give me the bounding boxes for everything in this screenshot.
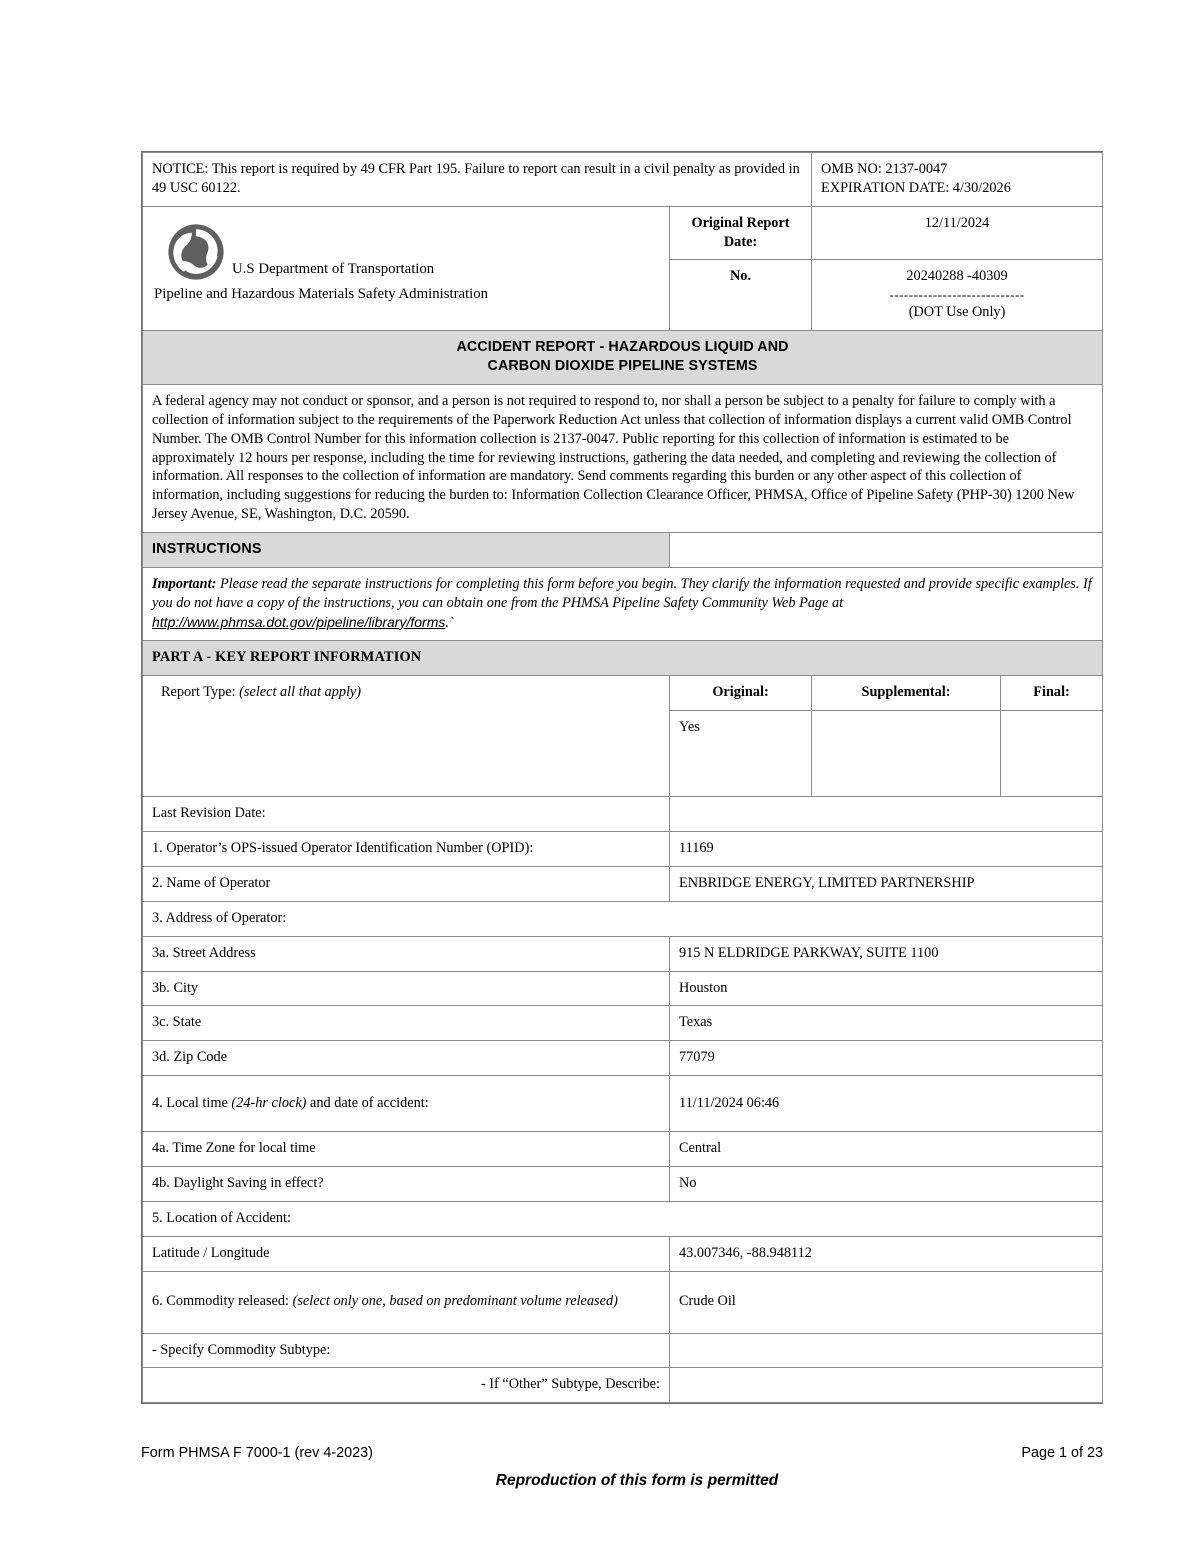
- omb-number: OMB NO: 2137-0047: [821, 161, 948, 177]
- paperwork-reduction-text: A federal agency may not conduct or sponsor, and a person is not required to respond to, nor shall a person be subject to a penalty for failure to comply with a collection of information subject to the requirements of the Paperwork Reduction Act unless that collection of information displays a current valid OMB Control Number. The OMB Control Number for this information collection is 2137-0047. Public reporting for this collection of information is estimated to be approximately 12 hours per response, including the time for reviewing instructions, gathering the data needed, and completing and reviewing the collection of information. All responses to the collection of information are mandatory. Send comments regarding this burden or any other aspect of this collection of information, including suggestions for reducing the burden to: Information Collection Clearance Officer, PHMSA, Office of Pipeline Safety (PHP-30) 1200 New Jersey Avenue, SE, Washington, D.C. 20590.: [143, 385, 1103, 533]
- row-label-commodity-subtype: - Specify Commodity Subtype:: [143, 1333, 670, 1368]
- table-row: [143, 1368, 1103, 1403]
- form-grid: [142, 152, 1103, 1403]
- dot-use-only-note: (DOT Use Only): [908, 304, 1006, 321]
- row-label-latitude-longitude: Latitude / Longitude: [143, 1236, 670, 1271]
- table-row: [143, 1271, 1103, 1333]
- table-row: [143, 1006, 1103, 1041]
- form-title: [143, 331, 1103, 385]
- report-type-label-wrap: [152, 683, 660, 702]
- instructions-header-label: INSTRUCTIONS: [143, 533, 670, 568]
- row-label-local-time-date-text: 4. Local time (24-hr clock) and date of accident:: [152, 1094, 429, 1111]
- row-value-last-revision-date[interactable]: [670, 797, 1103, 832]
- row-label-time-zone: 4a. Time Zone for local time: [143, 1132, 670, 1167]
- page-footer: [141, 1445, 1103, 1490]
- row-value-local-time-date[interactable]: 11/11/2024 06:46: [670, 1076, 1103, 1132]
- row-value-operator-name[interactable]: ENBRIDGE ENERGY, LIMITED PARTNERSHIP: [670, 866, 1103, 901]
- row-label-street-address: 3a. Street Address: [143, 936, 670, 971]
- omb-block: [812, 153, 1103, 207]
- report-number-label: No.: [670, 260, 812, 331]
- agency-name-line2: Pipeline and Hazardous Materials Safety Administration: [154, 285, 489, 302]
- row-value-commodity-released[interactable]: Crude Oil: [670, 1271, 1103, 1333]
- row-value-other-subtype-describe[interactable]: [670, 1368, 1103, 1403]
- table-row: [143, 1333, 1103, 1368]
- table-row: [143, 866, 1103, 901]
- table-row: [143, 936, 1103, 971]
- original-report-date-label: Original Report Date:: [670, 206, 812, 260]
- report-type-label: Report Type:: [161, 684, 236, 701]
- row-label-operator-address: 3. Address of Operator:: [143, 901, 1103, 936]
- dashed-separator: ----------------------------: [889, 287, 1025, 303]
- form-title-line1: ACCIDENT REPORT - HAZARDOUS LIQUID AND: [456, 339, 789, 356]
- form-title-line2: CARBON DIOXIDE PIPELINE SYSTEMS: [487, 358, 758, 375]
- row-value-street-address[interactable]: 915 N ELDRIDGE PARKWAY, SUITE 1100: [670, 936, 1103, 971]
- row-value-latitude-longitude[interactable]: 43.007346, -88.948112: [670, 1236, 1103, 1271]
- dot-logo-group: [152, 222, 660, 282]
- table-row: [143, 1166, 1103, 1201]
- part-a-band-row: [143, 641, 1103, 676]
- instructions-header-row: [143, 533, 1103, 568]
- instructions-body: [143, 567, 1103, 641]
- row-value-state[interactable]: Texas: [670, 1006, 1103, 1041]
- instructions-header-blank: [670, 533, 1103, 568]
- row-label-zip-code: 3d. Zip Code: [143, 1041, 670, 1076]
- report-type-value-final[interactable]: [1001, 711, 1103, 797]
- report-type-label-hint: (select all that apply): [239, 684, 362, 701]
- row-value-city[interactable]: Houston: [670, 971, 1103, 1006]
- row-label-local-time-date: [143, 1076, 670, 1132]
- form-identifier: Form PHMSA F 7000-1 (rev 4-2023): [141, 1445, 373, 1461]
- title-band-row: [143, 331, 1103, 385]
- page-number: Page 1 of 23: [1021, 1445, 1103, 1461]
- notice-text: NOTICE: This report is required by 49 CFR Part 195. Failure to report can result in a civil penalty as provided in 49 USC 60122.: [143, 153, 812, 207]
- row-value-commodity-subtype[interactable]: [670, 1333, 1103, 1368]
- row-label-opid: 1. Operator’s OPS-issued Operator Identification Number (OPID):: [143, 832, 670, 867]
- table-row: [143, 832, 1103, 867]
- row-value-daylight-saving[interactable]: No: [670, 1166, 1103, 1201]
- instructions-url-link[interactable]: http://www.phmsa.dot.gov/pipeline/library/forms: [152, 613, 446, 630]
- agency-report-date-row: [143, 206, 1103, 260]
- row-label-city: 3b. City: [143, 971, 670, 1006]
- report-type-value-supplemental[interactable]: [812, 711, 1001, 797]
- agency-identity-cell: [143, 206, 670, 331]
- instructions-trailing: .`: [445, 614, 454, 631]
- notice-row: [143, 153, 1103, 207]
- report-type-header-row: [143, 676, 1103, 711]
- report-type-label-cell: [143, 676, 670, 797]
- instructions-body-text: Please read the separate instructions for completing this form before you begin. They clarify the information requested and provide specific examples. If you do not have a copy of the instructions, you can obtain one from the PHMSA Pipeline Safety Community Web Page at: [152, 575, 1092, 611]
- table-row: [143, 971, 1103, 1006]
- report-type-value-original[interactable]: Yes: [670, 711, 812, 797]
- table-row: [143, 1236, 1103, 1271]
- footer-top-row: [141, 1445, 1103, 1461]
- instructions-important-label: Important:: [152, 575, 217, 592]
- table-row: [143, 901, 1103, 936]
- row-value-time-zone[interactable]: Central: [670, 1132, 1103, 1167]
- original-report-date-value: 12/11/2024: [812, 206, 1103, 260]
- phmsa-accident-report-form: [141, 151, 1103, 1404]
- row-label-daylight-saving: 4b. Daylight Saving in effect?: [143, 1166, 670, 1201]
- reproduction-notice: Reproduction of this form is permitted: [495, 1472, 779, 1489]
- row-label-commodity-released-text: 6. Commodity released: (select only one, based on predominant volume released): [152, 1293, 618, 1310]
- dot-triskelion-icon: [166, 222, 226, 282]
- table-row: [143, 1201, 1103, 1236]
- report-type-col-supplemental: Supplemental:: [812, 676, 1001, 711]
- paperwork-reduction-row: [143, 385, 1103, 533]
- table-row: [143, 1076, 1103, 1132]
- row-label-state: 3c. State: [143, 1006, 670, 1041]
- part-a-heading: PART A - KEY REPORT INFORMATION: [143, 641, 1103, 676]
- row-label-other-subtype-describe: - If “Other” Subtype, Describe:: [143, 1368, 670, 1403]
- omb-expiration-date: EXPIRATION DATE: 4/30/2026: [821, 179, 1011, 196]
- instructions-body-row: [143, 567, 1103, 641]
- row-label-last-revision-date: Last Revision Date:: [143, 797, 670, 832]
- row-value-opid[interactable]: 11169: [670, 832, 1103, 867]
- table-row: [143, 1041, 1103, 1076]
- report-number-cell: [812, 260, 1103, 331]
- row-label-commodity-released: [143, 1271, 670, 1333]
- table-row: [143, 1132, 1103, 1167]
- row-label-operator-name: 2. Name of Operator: [143, 866, 670, 901]
- table-row: [143, 797, 1103, 832]
- report-number-value: 20240288 -40309: [906, 268, 1008, 285]
- row-value-zip-code[interactable]: 77079: [670, 1041, 1103, 1076]
- report-type-col-final: Final:: [1001, 676, 1103, 711]
- row-label-location-of-accident: 5. Location of Accident:: [143, 1201, 1103, 1236]
- report-type-col-original: Original:: [670, 676, 812, 711]
- agency-name-line1: U.S Department of Transportation: [232, 261, 435, 278]
